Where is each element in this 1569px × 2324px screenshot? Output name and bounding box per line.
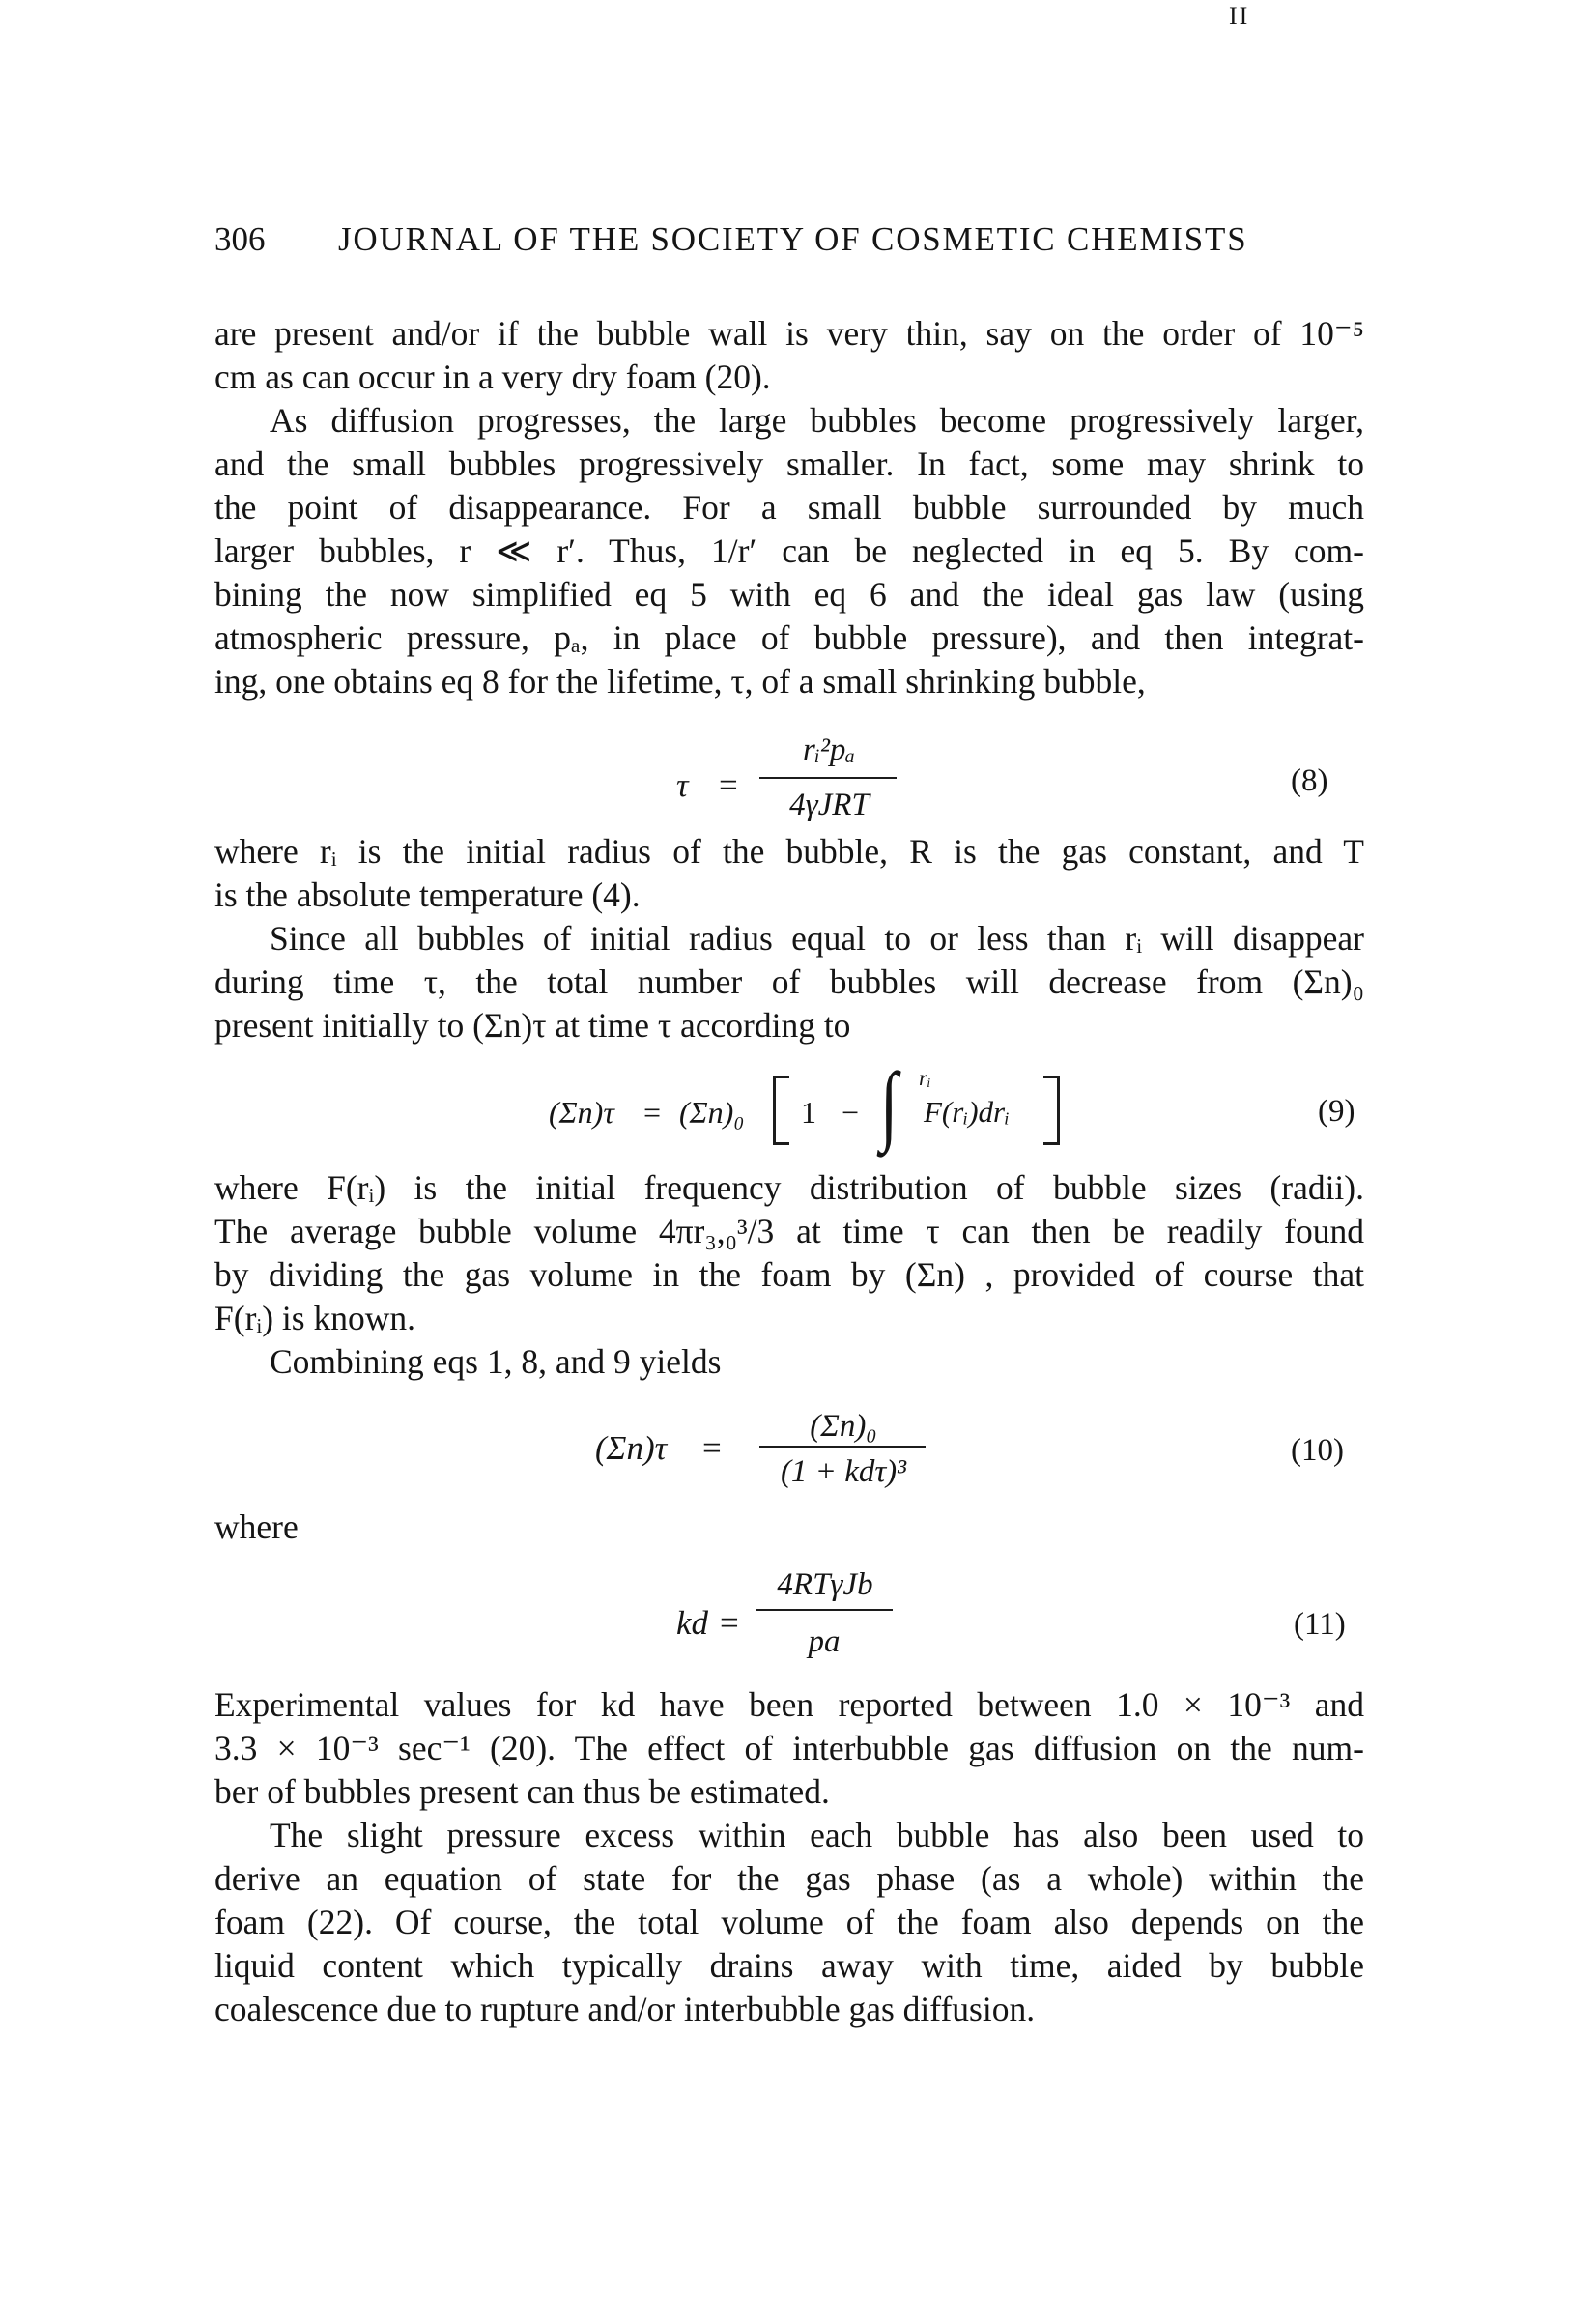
equation-one: 1 (801, 1095, 816, 1130)
equation-denominator: pa (808, 1624, 841, 1659)
text-line: liquid content which typically drains away with time, aided by bubble (214, 1946, 1364, 1985)
equation-equals: = (720, 1604, 739, 1642)
text-line: cm as can occur in a very dry foam (20). (214, 358, 771, 396)
equation-equals: = (719, 766, 738, 804)
equation-number: (11) (1294, 1607, 1346, 1642)
equation-equals: = (702, 1429, 722, 1467)
text-line: The average bubble volume 4πr₃,₀³/3 at time τ can then be readily found (214, 1212, 1364, 1250)
fraction-bar (756, 1609, 893, 1611)
text-line: is the absolute temperature (4). (214, 875, 641, 914)
equation-lhs: (Σn)τ (595, 1429, 668, 1467)
equation-lhs: kd (676, 1604, 709, 1642)
page-mark: II (1229, 2, 1250, 30)
text-line: foam (22). Of course, the total volume of the foam also depends on the (214, 1903, 1364, 1941)
equation-number: (8) (1291, 763, 1328, 798)
text-line: derive an equation of state for the gas phase (as a whole) within the (214, 1859, 1364, 1898)
equation-numerator: (Σn)₀ (810, 1409, 877, 1444)
text-line: the point of disappearance. For a small bubble surrounded by much (214, 488, 1364, 527)
equation-factor: (Σn)₀ (679, 1095, 745, 1130)
text-line: The slight pressure excess within each bubble has also been used to (270, 1816, 1364, 1854)
text-line: larger bubbles, r ≪ r′. Thus, 1/r′ can be neglected in eq 5. By com- (214, 531, 1364, 570)
text-line: F(rᵢ) is known. (214, 1299, 415, 1337)
equation-number: (9) (1318, 1094, 1355, 1129)
text-line: where F(rᵢ) is the initial frequency distribution of bubble sizes (radii). (214, 1168, 1364, 1207)
page-number: 306 (214, 220, 266, 258)
fraction-bar (759, 1446, 926, 1448)
text-line: by dividing the gas volume in the foam by (Σn) , provided of course that (214, 1255, 1364, 1294)
running-header (214, 220, 1364, 271)
right-bracket (1043, 1076, 1060, 1145)
text-line: are present and/or if the bubble wall is very thin, say on the order of 10⁻⁵ (214, 314, 1364, 353)
text-line: atmospheric pressure, pₐ, in place of bubble pressure), and then integrat- (214, 618, 1364, 657)
equation-equals: = (643, 1095, 662, 1130)
journal-title: JOURNAL OF THE SOCIETY OF COSMETIC CHEMISTS (338, 220, 1248, 258)
integral-sign: ∫ (880, 1054, 899, 1153)
text-line: present initially to (Σn)τ at time τ according to (214, 1006, 851, 1045)
equation-denominator: 4γJRT (789, 788, 870, 822)
text-line: and the small bubbles progressively smaller. In fact, some may shrink to (214, 445, 1364, 483)
text-line: where rᵢ is the initial radius of the bubble, R is the gas constant, and T (214, 832, 1364, 871)
equation-lhs: (Σn)τ (549, 1095, 614, 1130)
text-line: Since all bubbles of initial radius equal to or less than rᵢ will disappear (270, 919, 1364, 958)
integral-upper-limit: rᵢ (919, 1066, 931, 1090)
equation-numerator: 4RTγJb (777, 1567, 873, 1602)
text-line: bining the now simplified eq 5 with eq 6 and the ideal gas law (using (214, 575, 1364, 614)
equation-number: (10) (1291, 1433, 1344, 1468)
text-line: ing, one obtains eq 8 for the lifetime, τ, of a small shrinking bubble, (214, 662, 1146, 701)
equation-lhs: τ (676, 766, 689, 804)
text-line: during time τ, the total number of bubbles will decrease from (Σn)₀ (214, 962, 1364, 1001)
equation-numerator: rᵢ²pₐ (802, 732, 856, 767)
equation-denominator: (1 + kdτ)³ (780, 1454, 907, 1489)
text-line: Combining eqs 1, 8, and 9 yields (270, 1342, 722, 1381)
fraction-bar (759, 777, 897, 779)
text-line: ber of bubbles present can thus be estimated. (214, 1772, 830, 1811)
text-line: coalescence due to rupture and/or interbubble gas diffusion. (214, 1990, 1036, 2028)
text-line: where (214, 1507, 299, 1546)
text-line: Experimental values for kd have been reported between 1.0 × 10⁻³ and (214, 1685, 1364, 1724)
equation-minus: − (842, 1095, 860, 1130)
text-line: As diffusion progresses, the large bubbles become progressively larger, (270, 401, 1364, 440)
equation-integrand: F(rᵢ)drᵢ (924, 1095, 1011, 1129)
left-bracket (773, 1076, 789, 1145)
text-line: 3.3 × 10⁻³ sec⁻¹ (20). The effect of interbubble gas diffusion on the num- (214, 1729, 1364, 1767)
